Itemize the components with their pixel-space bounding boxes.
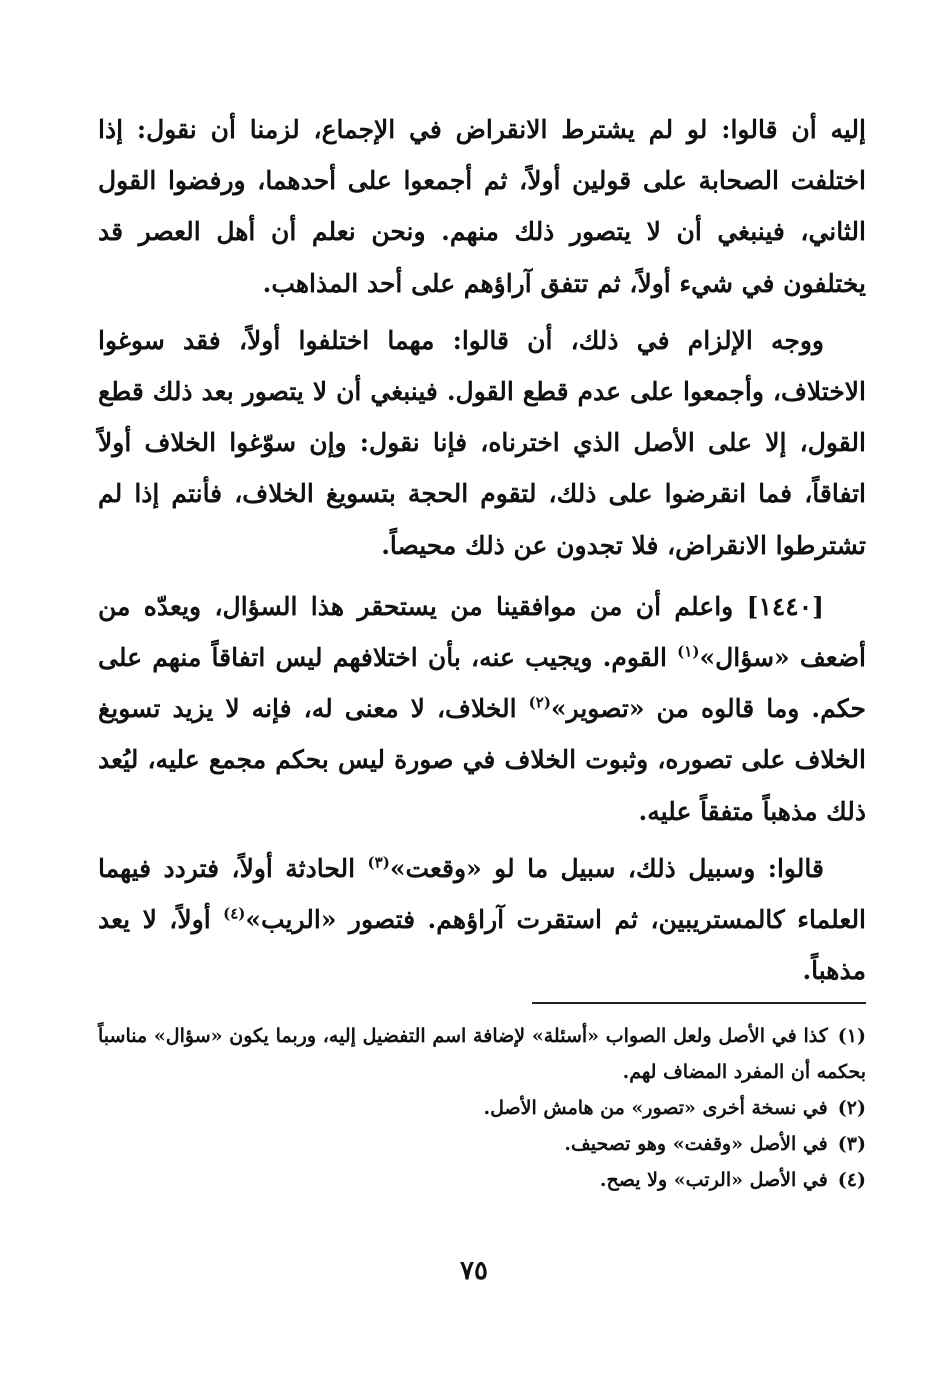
footnote-ref-2: (٢) xyxy=(528,693,551,712)
page-body xyxy=(98,104,866,1304)
paragraph-3-part-b: القوم. ويجيب عنه، بأن اختلافهم ليس اتفاقاً منهم على حكم. وما قالوه من «تصوير» xyxy=(98,643,866,724)
footnote-3-text: في الأصل «وقفت» وهو تصحيف. xyxy=(564,1133,828,1155)
footnotes xyxy=(98,1018,866,1198)
footnote-4 xyxy=(98,1162,866,1198)
footnote-1-number: (١) xyxy=(837,1025,866,1047)
footnote-divider xyxy=(532,1002,866,1004)
footnote-2-number: (٢) xyxy=(837,1097,866,1119)
paragraph-4-part-c: أولاً، لا يعد مذهباً. xyxy=(98,905,866,986)
paragraph-2: ووجه الإلزام في ذلك، أن قالوا: مهما اختلفوا أولاً، فقد سوغوا الاختلاف، وأجمعوا على عدم قطع القول. فينبغي أن لا يتصور بعد ذلك قطع القول، إلا على الأصل الذي اخترناه، فإنا نقول: وإن سوّغوا الخلاف أولاً اتفاقاً، فما انقرضوا على ذلك، لتقوم الحجة بتسويغ الخلاف، فأنتم إذا لم تشترطوا الانقراض، فلا تجدون عن ذلك محيصاً. xyxy=(98,325,866,560)
footnote-3-number: (٣) xyxy=(837,1133,866,1155)
footnote-1-text: كذا في الأصل ولعل الصواب «أسئلة» لإضافة اسم التفضيل إليه، وربما يكون «سؤال» مناسباً بحكمه أن المفرد المضاف لهم. xyxy=(98,1025,866,1083)
paragraph-3-part-c: الخلاف، لا معنى له، فإنه لا يزيد تسويغ الخلاف على تصوره، وثبوت الخلاف في صورة ليس بحكم مجمع عليه، ليُعد ذلك مذهباً متفقاً عليه. xyxy=(98,694,866,826)
footnote-2-text: في نسخة أخرى «تصور» من هامش الأصل. xyxy=(483,1097,828,1119)
footnote-4-number: (٤) xyxy=(837,1169,866,1191)
paragraph-1: إليه أن قالوا: لو لم يشترط الانقراض في الإجماع، لزمنا أن نقول: إذا اختلفت الصحابة على قولين أولاً، ثم أجمعوا على أحدهما، ورفضوا القول الثاني، فينبغي أن لا يتصور ذلك منهم. ونحن نعلم أن أهل العصر قد يختلفون في شيء أولاً، ثم تتفق آراؤهم على أحد المذاهب. xyxy=(98,115,866,298)
paragraph-4-part-a: قالوا: وسبيل ذلك، سبيل ما لو «وقعت» xyxy=(389,853,824,883)
footnote-3 xyxy=(98,1126,866,1162)
footnote-2 xyxy=(98,1090,866,1126)
footnote-ref-3: (٣) xyxy=(367,853,390,872)
paragraph-4 xyxy=(98,843,866,997)
footnote-4-text: في الأصل «الرتب» ولا يصح. xyxy=(599,1169,828,1191)
paragraph-4-part-b: الحادثة أولاً، فتردد فيهما العلماء كالمستريبين، ثم استقرت آراؤهم. فتصور «الريب» xyxy=(98,853,867,935)
page-number: ٧٥ xyxy=(460,1256,488,1286)
paragraph-3 xyxy=(98,581,866,837)
footnote-1 xyxy=(98,1018,866,1090)
footnote-ref-1: (١) xyxy=(677,642,700,661)
paragraph-3-part-a: [١٤٤٠] واعلم أن من موافقينا من يستحقر هذا السؤال، ويعدّه من أضعف «سؤال» xyxy=(98,591,866,673)
footnote-ref-4: (٤) xyxy=(223,904,246,923)
